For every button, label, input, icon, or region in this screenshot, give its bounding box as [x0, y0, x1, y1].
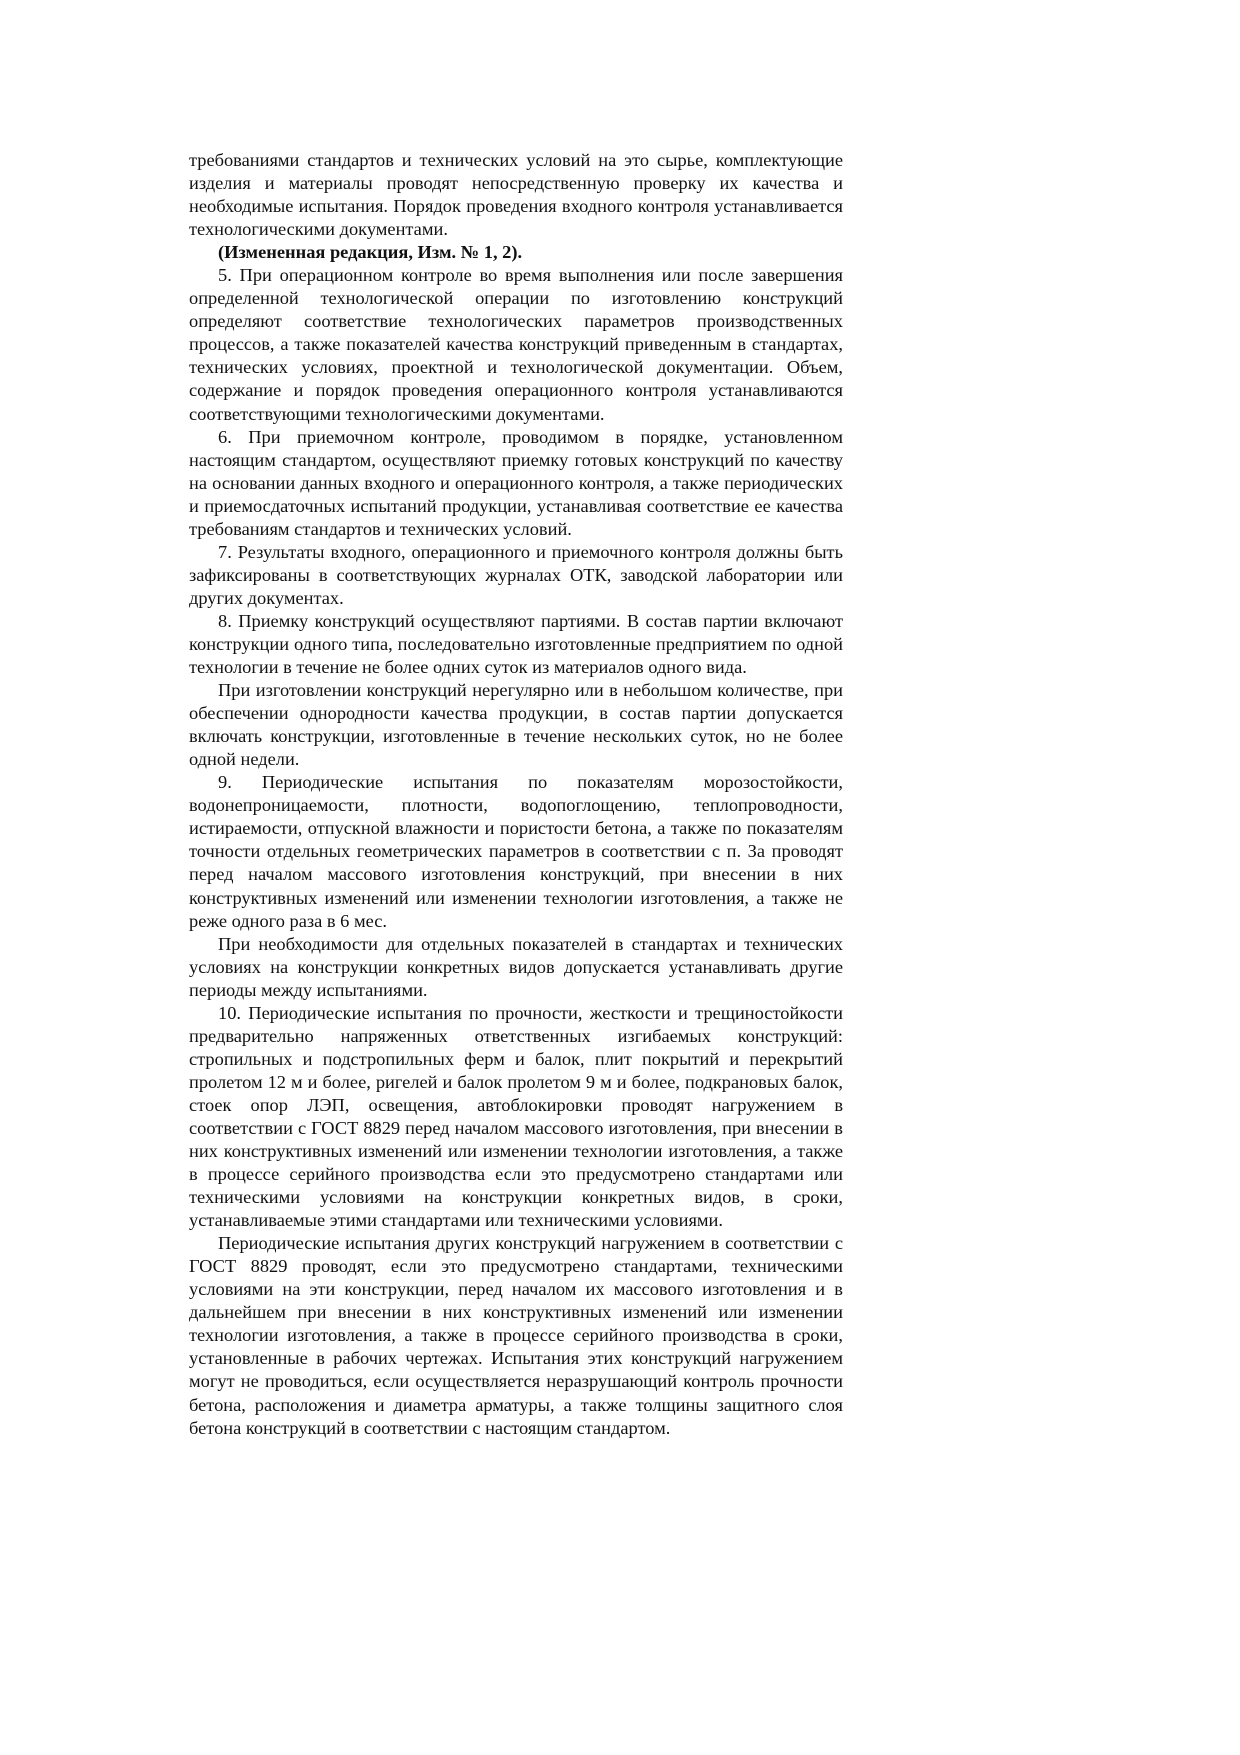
paragraph-item-8-note: При изготовлении конструкций нерегулярно или в небольшом количестве, при обеспечении однородности качества продукции, в состав партии допускается включать конструкции, изготовленные в течение нескольких суток, но не более одной недели.	[189, 680, 843, 770]
paragraph-revision-note: (Измененная редакция, Изм. № 1, 2).	[218, 242, 523, 263]
paragraph-item-9: 9. Периодические испытания по показателям морозостойкости, водонепроницаемости, плотности, водопоглощению, теплопроводности, истираемости, отпускной влажности и пористости бетона, а также по показателям точности отдельных геометрических параметров в соответствии с п. За проводят перед началом массового изготовления конструкций, при внесении в них конструктивных изменений или изменении технологии изготовления, а также не реже одного раза в 6 мес.	[189, 772, 843, 931]
paragraph-item-7: 7. Результаты входного, операционного и приемочного контроля должны быть зафиксированы в соответствующих журналах ОТК, заводской лаборатории или других документах.	[189, 541, 843, 608]
paragraph-item-9-note: При необходимости для отдельных показателей в стандартах и технических условиях на конструкции конкретных видов допускается устанавливать другие периоды между испытаниями.	[189, 933, 843, 1000]
paragraph-item-10-note: Периодические испытания других конструкций нагружением в соответствии с ГОСТ 8829 проводят, если это предусмотрено стандартами, техническими условиями на эти конструкции, перед началом их массового изготовления и в дальнейшем при внесении в них конструктивных изменений или изменении технологии изготовления, а также в процессе серийного производства в сроки, установленные в рабочих чертежах. Испытания этих конструкций нагружением могут не проводиться, если осуществляется неразрушающий контроль прочности бетона, расположения и диаметра арматуры, а также толщины защитного слоя бетона конструкций в соответствии с настоящим стандартом.	[189, 1233, 843, 1438]
paragraph-item-10: 10. Периодические испытания по прочности, жесткости и трещиностойкости предварительно напряженных ответственных изгибаемых конструкций: стропильных и подстропильных ферм и балок, плит покрытий и перекрытий пролетом 12 м и более, ригелей и балок пролетом 9 м и более, подкрановых балок, стоек опор ЛЭП, освещения, автоблокировки проводят нагружением в соответствии с ГОСТ 8829 перед началом массового изготовления, при внесении в них конструктивных изменений или изменении технологии изготовления, а также в процессе серийного производства если это предусмотрено стандартами или техническими условиями на конструкции конкретных видов, в сроки, устанавливаемые этими стандартами или техническими условиями.	[189, 1002, 843, 1231]
paragraph-item-6: 6. При приемочном контроле, проводимом в порядке, установленном настоящим стандартом, осуществляют приемку готовых конструкций по качеству на основании данных входного и операционного контроля, а также периодических и приемосдаточных испытаний продукции, устанавливая соответствие ее качества требованиям стандартов и технических условий.	[189, 426, 843, 539]
paragraph-item-8: 8. Приемку конструкций осуществляют партиями. В состав партии включают конструкции одного типа, последовательно изготовленные предприятием по одной технологии в течение не более одних суток из материалов одного вида.	[189, 610, 843, 678]
paragraph-intro-continuation: требованиями стандартов и технических условий на это сырье, комплектующие изделия и материалы проводят непосредственную проверку их качества и необходимые испытания. Порядок проведения входного контроля устанавливается технологическими документами.	[189, 150, 843, 240]
document-page	[189, 149, 843, 1440]
paragraph-item-5: 5. При операционном контроле во время выполнения или после завершения определенной технологической операции по изготовлению конструкций определяют соответствие технологических параметров производственных процессов, а также показателей качества конструкций приведенным в стандартах, технических условиях, проектной и технологической документации. Объем, содержание и порядок проведения операционного контроля устанавливаются соответствующими технологическими документами.	[189, 265, 843, 424]
